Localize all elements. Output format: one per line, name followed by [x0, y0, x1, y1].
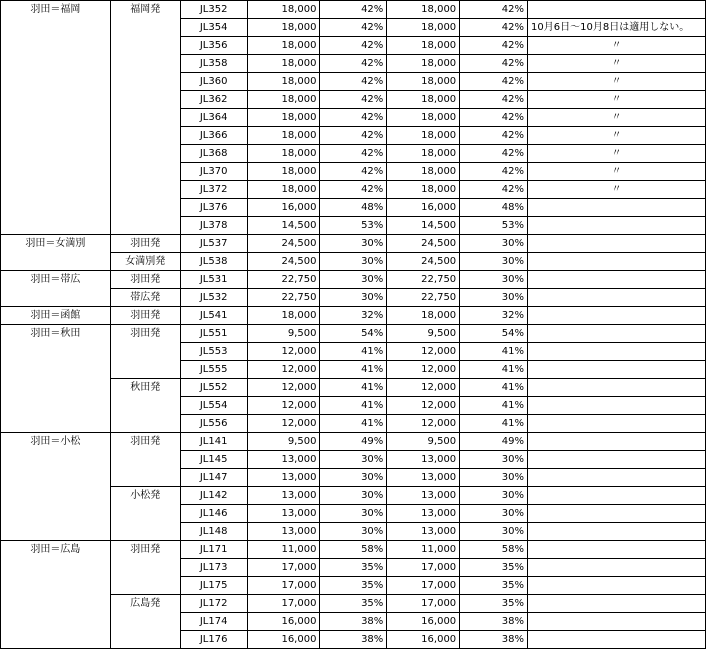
fare-cell: 13,000: [247, 523, 320, 541]
fare-cell: 18,000: [387, 127, 460, 145]
direction-cell: 広島発: [110, 595, 180, 649]
discount-rate-cell: 41%: [320, 397, 387, 415]
note-cell: [528, 595, 706, 613]
note-cell: [528, 469, 706, 487]
discount-rate-cell: 30%: [320, 271, 387, 289]
direction-cell: 羽田発: [110, 325, 180, 379]
note-cell: 〃: [528, 163, 706, 181]
flight-number-cell: JL360: [180, 73, 247, 91]
discount-rate-cell: 42%: [460, 55, 528, 73]
discount-rate-cell: 30%: [320, 523, 387, 541]
discount-rate-cell: 42%: [460, 163, 528, 181]
discount-rate-cell: 30%: [460, 253, 528, 271]
flight-number-cell: JL146: [180, 505, 247, 523]
route-cell: 羽田＝広島: [1, 541, 111, 649]
flight-number-cell: JL147: [180, 469, 247, 487]
fare-cell: 9,500: [387, 433, 460, 451]
discount-rate-cell: 42%: [320, 109, 387, 127]
fare-cell: 18,000: [247, 1, 320, 19]
note-cell: [528, 577, 706, 595]
flight-number-cell: JL366: [180, 127, 247, 145]
direction-cell: 女満別発: [110, 253, 180, 271]
discount-rate-cell: 38%: [320, 613, 387, 631]
note-cell: [528, 397, 706, 415]
note-cell: [528, 379, 706, 397]
discount-rate-cell: 42%: [460, 109, 528, 127]
note-cell: [528, 307, 706, 325]
discount-rate-cell: 35%: [320, 595, 387, 613]
discount-rate-cell: 48%: [460, 199, 528, 217]
discount-rate-cell: 35%: [460, 595, 528, 613]
discount-rate-cell: 54%: [460, 325, 528, 343]
direction-cell: 秋田発: [110, 379, 180, 433]
fare-cell: 9,500: [387, 325, 460, 343]
fare-cell: 18,000: [247, 145, 320, 163]
fare-cell: 17,000: [387, 595, 460, 613]
note-cell: [528, 1, 706, 19]
fare-cell: 16,000: [247, 613, 320, 631]
fare-cell: 16,000: [247, 199, 320, 217]
fare-cell: 12,000: [247, 361, 320, 379]
fare-cell: 17,000: [387, 577, 460, 595]
direction-cell: 小松発: [110, 487, 180, 541]
discount-rate-cell: 42%: [320, 127, 387, 145]
fare-cell: 22,750: [247, 271, 320, 289]
discount-rate-cell: 42%: [320, 19, 387, 37]
flight-number-cell: JL175: [180, 577, 247, 595]
flight-number-cell: JL358: [180, 55, 247, 73]
fare-cell: 13,000: [387, 451, 460, 469]
flight-number-cell: JL145: [180, 451, 247, 469]
note-cell: 〃: [528, 109, 706, 127]
discount-rate-cell: 35%: [460, 559, 528, 577]
discount-rate-cell: 30%: [460, 271, 528, 289]
discount-rate-cell: 30%: [320, 469, 387, 487]
discount-rate-cell: 41%: [460, 379, 528, 397]
flight-number-cell: JL376: [180, 199, 247, 217]
note-cell: [528, 343, 706, 361]
flight-number-cell: JL553: [180, 343, 247, 361]
note-cell: [528, 199, 706, 217]
note-cell: [528, 631, 706, 649]
fare-cell: 18,000: [387, 181, 460, 199]
fare-cell: 11,000: [247, 541, 320, 559]
note-cell: [528, 523, 706, 541]
fare-cell: 18,000: [387, 307, 460, 325]
fare-cell: 12,000: [247, 343, 320, 361]
fare-cell: 14,500: [387, 217, 460, 235]
fare-cell: 24,500: [387, 235, 460, 253]
flight-number-cell: JL537: [180, 235, 247, 253]
discount-rate-cell: 42%: [320, 37, 387, 55]
discount-rate-cell: 53%: [320, 217, 387, 235]
discount-rate-cell: 42%: [460, 127, 528, 145]
fare-cell: 18,000: [247, 163, 320, 181]
discount-rate-cell: 42%: [320, 181, 387, 199]
flight-number-cell: JL364: [180, 109, 247, 127]
route-cell: 羽田＝女満別: [1, 235, 111, 271]
note-cell: 〃: [528, 91, 706, 109]
route-cell: 羽田＝函館: [1, 307, 111, 325]
flight-number-cell: JL551: [180, 325, 247, 343]
discount-rate-cell: 35%: [460, 577, 528, 595]
flight-number-cell: JL362: [180, 91, 247, 109]
discount-rate-cell: 42%: [320, 145, 387, 163]
note-cell: [528, 415, 706, 433]
direction-cell: 羽田発: [110, 541, 180, 595]
discount-rate-cell: 30%: [320, 451, 387, 469]
fare-cell: 18,000: [387, 109, 460, 127]
fare-cell: 18,000: [387, 91, 460, 109]
discount-rate-cell: 42%: [460, 19, 528, 37]
flight-number-cell: JL356: [180, 37, 247, 55]
direction-cell: 福岡発: [110, 1, 180, 235]
flight-number-cell: JL538: [180, 253, 247, 271]
fare-cell: 18,000: [387, 37, 460, 55]
fare-cell: 13,000: [247, 451, 320, 469]
direction-cell: 羽田発: [110, 235, 180, 253]
note-cell: 〃: [528, 55, 706, 73]
discount-rate-cell: 49%: [320, 433, 387, 451]
discount-rate-cell: 30%: [460, 487, 528, 505]
note-cell: [528, 487, 706, 505]
discount-rate-cell: 41%: [460, 415, 528, 433]
note-cell: [528, 361, 706, 379]
discount-rate-cell: 42%: [460, 145, 528, 163]
discount-rate-cell: 41%: [460, 397, 528, 415]
fare-cell: 12,000: [387, 397, 460, 415]
flight-number-cell: JL370: [180, 163, 247, 181]
discount-rate-cell: 42%: [460, 73, 528, 91]
discount-rate-cell: 58%: [460, 541, 528, 559]
fare-cell: 16,000: [387, 199, 460, 217]
discount-rate-cell: 58%: [320, 541, 387, 559]
discount-rate-cell: 42%: [460, 181, 528, 199]
note-cell: 〃: [528, 127, 706, 145]
flight-number-cell: JL532: [180, 289, 247, 307]
discount-rate-cell: 42%: [320, 55, 387, 73]
direction-cell: 羽田発: [110, 271, 180, 289]
fare-cell: 9,500: [247, 325, 320, 343]
table-row: [1, 325, 706, 343]
fare-cell: 22,750: [247, 289, 320, 307]
fare-cell: 13,000: [247, 469, 320, 487]
fare-cell: 24,500: [247, 235, 320, 253]
discount-rate-cell: 53%: [460, 217, 528, 235]
fare-cell: 17,000: [247, 577, 320, 595]
discount-rate-cell: 49%: [460, 433, 528, 451]
note-cell: [528, 541, 706, 559]
note-cell: 10月6日～10月8日は適用しない。: [528, 19, 706, 37]
discount-rate-cell: 30%: [320, 235, 387, 253]
fare-cell: 12,000: [387, 415, 460, 433]
fare-cell: 24,500: [387, 253, 460, 271]
fare-cell: 16,000: [247, 631, 320, 649]
discount-rate-cell: 38%: [320, 631, 387, 649]
discount-rate-cell: 32%: [320, 307, 387, 325]
flight-number-cell: JL554: [180, 397, 247, 415]
fare-cell: 18,000: [387, 163, 460, 181]
flight-number-cell: JL556: [180, 415, 247, 433]
discount-rate-cell: 30%: [460, 451, 528, 469]
fare-cell: 13,000: [387, 523, 460, 541]
discount-rate-cell: 42%: [460, 91, 528, 109]
discount-rate-cell: 41%: [460, 343, 528, 361]
note-cell: [528, 235, 706, 253]
fare-cell: 18,000: [247, 127, 320, 145]
discount-rate-cell: 41%: [320, 379, 387, 397]
route-cell: 羽田＝秋田: [1, 325, 111, 433]
discount-rate-cell: 41%: [320, 361, 387, 379]
discount-rate-cell: 30%: [320, 253, 387, 271]
fare-cell: 12,000: [247, 397, 320, 415]
note-cell: [528, 433, 706, 451]
discount-rate-cell: 42%: [320, 91, 387, 109]
flight-number-cell: JL354: [180, 19, 247, 37]
discount-rate-cell: 42%: [320, 73, 387, 91]
note-cell: [528, 289, 706, 307]
fare-cell: 17,000: [247, 559, 320, 577]
discount-rate-cell: 38%: [460, 613, 528, 631]
fare-cell: 13,000: [247, 505, 320, 523]
discount-rate-cell: 30%: [460, 289, 528, 307]
fare-cell: 12,000: [247, 415, 320, 433]
flight-number-cell: JL171: [180, 541, 247, 559]
fare-cell: 18,000: [387, 73, 460, 91]
fare-cell: 9,500: [247, 433, 320, 451]
flight-number-cell: JL552: [180, 379, 247, 397]
fare-cell: 11,000: [387, 541, 460, 559]
flight-number-cell: JL378: [180, 217, 247, 235]
fare-cell: 18,000: [247, 19, 320, 37]
discount-rate-cell: 32%: [460, 307, 528, 325]
direction-cell: 羽田発: [110, 307, 180, 325]
route-cell: 羽田＝福岡: [1, 1, 111, 235]
discount-rate-cell: 41%: [320, 343, 387, 361]
fare-cell: 18,000: [247, 55, 320, 73]
table-row: [1, 1, 706, 19]
flight-number-cell: JL172: [180, 595, 247, 613]
fare-cell: 13,000: [247, 487, 320, 505]
fare-cell: 18,000: [387, 55, 460, 73]
discount-rate-cell: 38%: [460, 631, 528, 649]
note-cell: [528, 271, 706, 289]
discount-rate-cell: 30%: [460, 469, 528, 487]
note-cell: 〃: [528, 37, 706, 55]
discount-rate-cell: 35%: [320, 577, 387, 595]
table-row: [1, 541, 706, 559]
fare-cell: 18,000: [387, 1, 460, 19]
route-cell: 羽田＝帯広: [1, 271, 111, 307]
discount-rate-cell: 41%: [320, 415, 387, 433]
note-cell: 〃: [528, 145, 706, 163]
note-cell: 〃: [528, 181, 706, 199]
flight-number-cell: JL148: [180, 523, 247, 541]
fare-cell: 18,000: [247, 181, 320, 199]
flight-number-cell: JL368: [180, 145, 247, 163]
note-cell: [528, 451, 706, 469]
flight-number-cell: JL174: [180, 613, 247, 631]
fare-cell: 13,000: [387, 487, 460, 505]
fare-cell: 13,000: [387, 505, 460, 523]
discount-rate-cell: 41%: [460, 361, 528, 379]
flight-number-cell: JL372: [180, 181, 247, 199]
fare-cell: 18,000: [247, 73, 320, 91]
fare-cell: 18,000: [247, 91, 320, 109]
fare-cell: 18,000: [387, 145, 460, 163]
flight-number-cell: JL352: [180, 1, 247, 19]
note-cell: [528, 253, 706, 271]
fare-cell: 24,500: [247, 253, 320, 271]
fare-cell: 18,000: [247, 37, 320, 55]
direction-cell: 羽田発: [110, 433, 180, 487]
discount-rate-cell: 54%: [320, 325, 387, 343]
discount-rate-cell: 42%: [460, 1, 528, 19]
table-row: [1, 271, 706, 289]
discount-rate-cell: 35%: [320, 559, 387, 577]
fare-cell: 17,000: [387, 559, 460, 577]
flight-number-cell: JL173: [180, 559, 247, 577]
fare-cell: 12,000: [387, 379, 460, 397]
note-cell: [528, 559, 706, 577]
fare-cell: 18,000: [247, 109, 320, 127]
flight-number-cell: JL141: [180, 433, 247, 451]
discount-rate-cell: 30%: [320, 289, 387, 307]
fare-cell: 12,000: [387, 361, 460, 379]
note-cell: [528, 505, 706, 523]
discount-rate-cell: 30%: [460, 505, 528, 523]
note-cell: 〃: [528, 73, 706, 91]
note-cell: [528, 325, 706, 343]
note-cell: [528, 613, 706, 631]
note-cell: [528, 217, 706, 235]
fare-cell: 22,750: [387, 289, 460, 307]
fare-cell: 14,500: [247, 217, 320, 235]
discount-rate-cell: 42%: [320, 1, 387, 19]
discount-rate-cell: 30%: [320, 487, 387, 505]
flight-number-cell: JL541: [180, 307, 247, 325]
fare-cell: 12,000: [247, 379, 320, 397]
fare-cell: 18,000: [247, 307, 320, 325]
discount-rate-cell: 42%: [460, 37, 528, 55]
fare-table-body: [1, 1, 706, 649]
fare-cell: 12,000: [387, 343, 460, 361]
discount-rate-cell: 30%: [320, 505, 387, 523]
fare-cell: 18,000: [387, 19, 460, 37]
discount-rate-cell: 48%: [320, 199, 387, 217]
fare-cell: 17,000: [247, 595, 320, 613]
discount-rate-cell: 30%: [460, 523, 528, 541]
table-row: [1, 433, 706, 451]
discount-rate-cell: 30%: [460, 235, 528, 253]
table-row: [1, 307, 706, 325]
route-cell: 羽田＝小松: [1, 433, 111, 541]
fare-cell: 16,000: [387, 613, 460, 631]
flight-number-cell: JL555: [180, 361, 247, 379]
fare-cell: 22,750: [387, 271, 460, 289]
flight-number-cell: JL531: [180, 271, 247, 289]
table-row: [1, 235, 706, 253]
flight-number-cell: JL142: [180, 487, 247, 505]
discount-rate-cell: 42%: [320, 163, 387, 181]
direction-cell: 帯広発: [110, 289, 180, 307]
flight-number-cell: JL176: [180, 631, 247, 649]
fare-cell: 16,000: [387, 631, 460, 649]
fare-cell: 13,000: [387, 469, 460, 487]
